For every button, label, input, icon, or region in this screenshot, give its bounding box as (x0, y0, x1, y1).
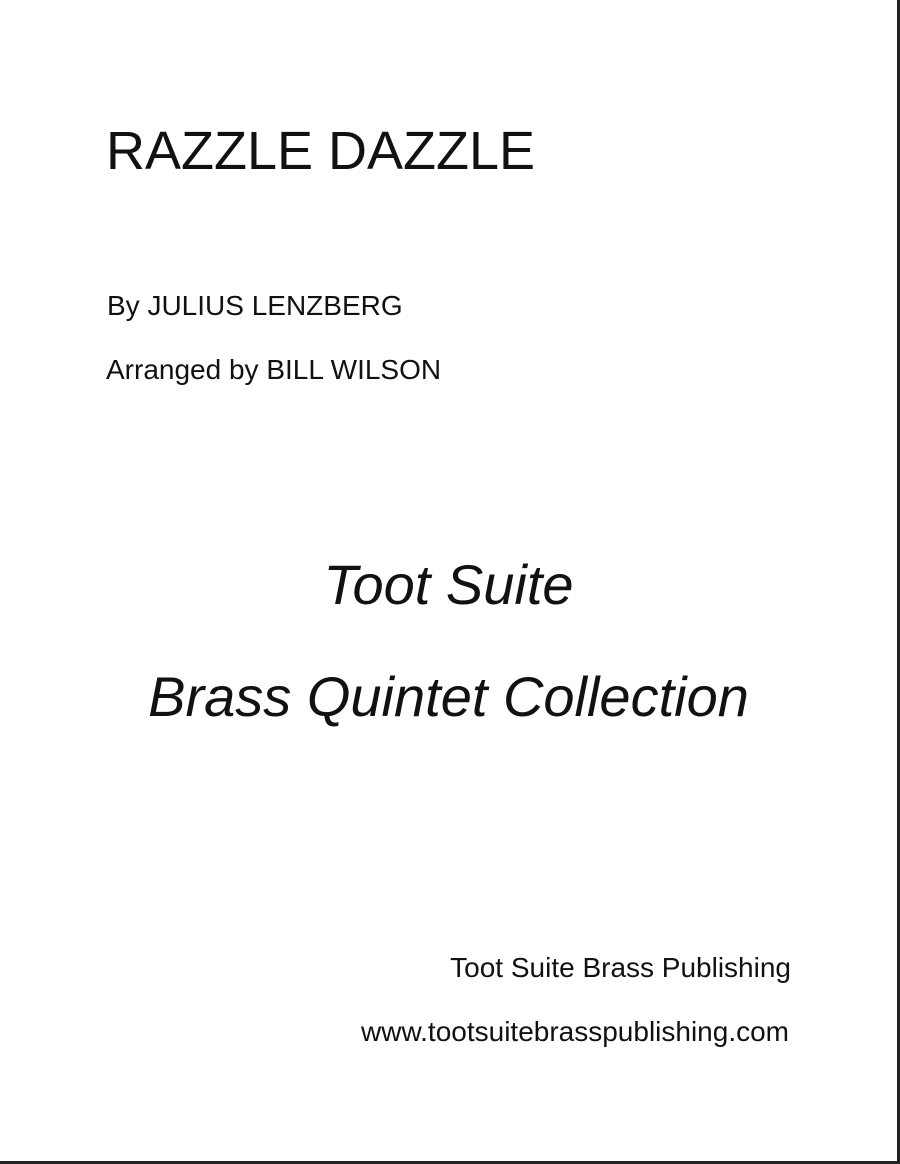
publisher-name: Toot Suite Brass Publishing (450, 952, 791, 983)
series-subtitle: Brass Quintet Collection (148, 665, 749, 728)
publisher-website: www.tootsuitebrasspublishing.com (361, 1016, 789, 1047)
composer-credit: By JULIUS LENZBERG (107, 290, 403, 321)
score-title: RAZZLE DAZZLE (106, 121, 536, 181)
series-name: Toot Suite (323, 553, 574, 616)
arranger-credit: Arranged by BILL WILSON (106, 354, 442, 385)
